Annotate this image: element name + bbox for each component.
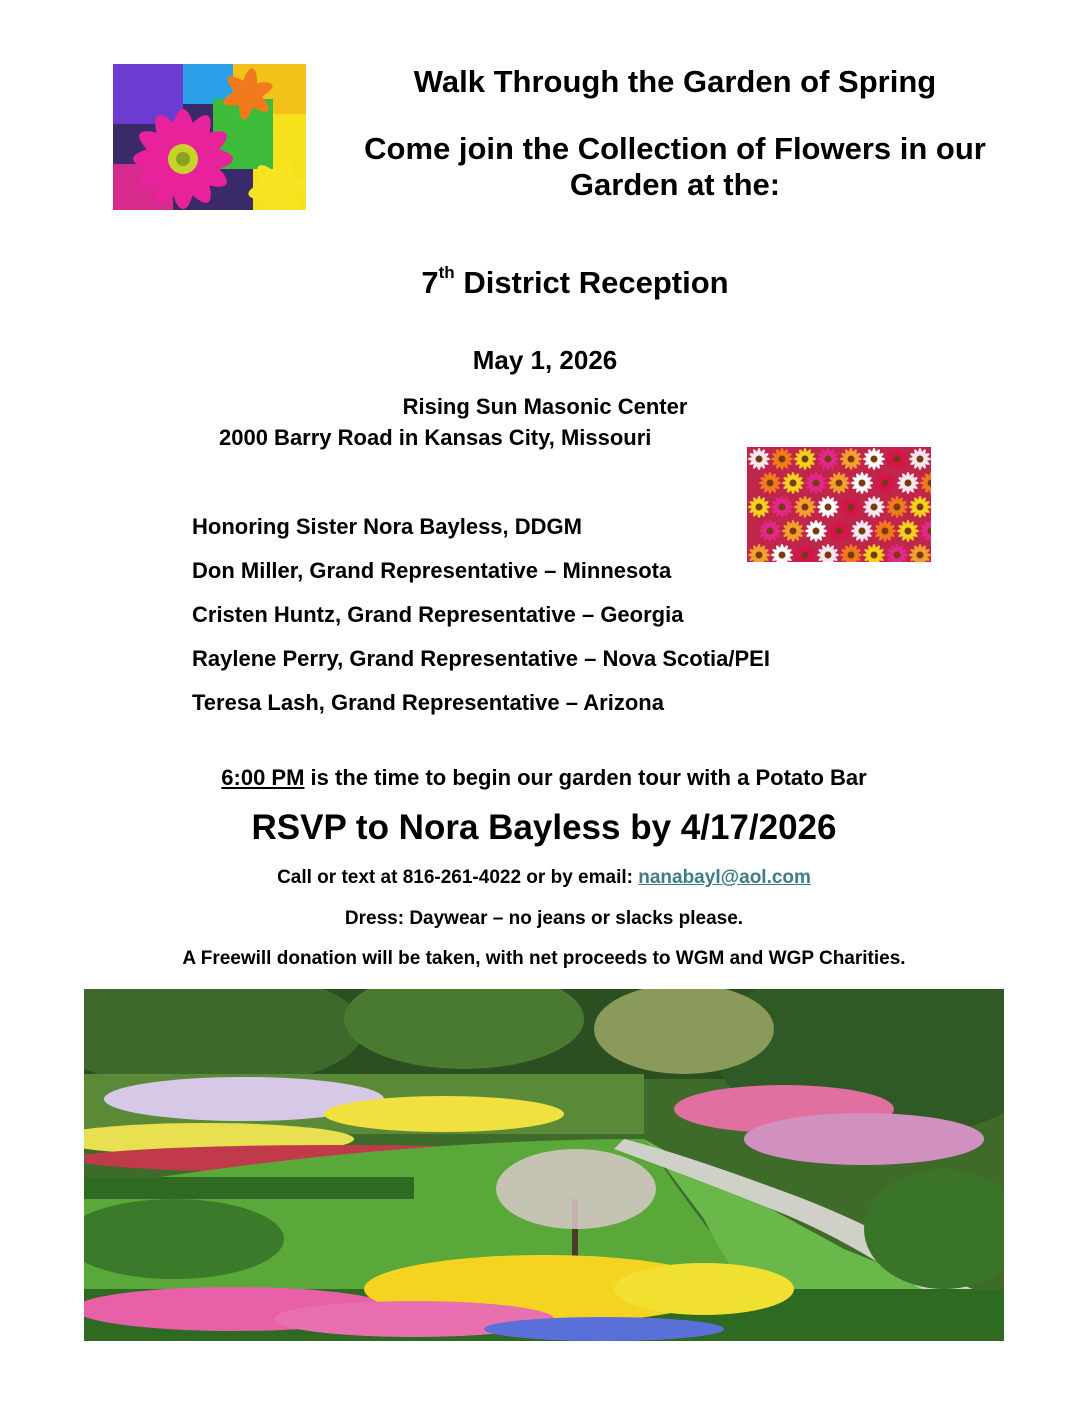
dress-code: Dress: Daywear – no jeans or slacks please. [344, 908, 744, 929]
event-ordinal-number: 7 [421, 265, 439, 300]
honoree-line: Don Miller, Grand Representative – Minnesota [192, 558, 672, 583]
contact-line [100, 867, 988, 889]
contact-text: Call or text at 816-261-4022 or by email: [277, 867, 639, 888]
flyer-subtitle: Come join the Collection of Flowers in our Garden at the: [364, 131, 986, 202]
email-link[interactable]: nanabayl@aol.com [638, 867, 811, 888]
event-name [380, 265, 770, 301]
daisy-bouquet-image [113, 64, 306, 210]
schedule-text: is the time to begin our garden tour with a Potato Bar [304, 765, 867, 790]
event-venue: Rising Sun Masonic Center [402, 394, 688, 419]
event-address: 2000 Barry Road in Kansas City, Missouri [219, 425, 652, 450]
event-ordinal-suffix: th [438, 263, 455, 282]
spring-garden-image [84, 989, 1004, 1341]
honoree-line: Honoring Sister Nora Bayless, DDGM [192, 514, 582, 539]
ice-plant-flowers-image [747, 447, 931, 562]
schedule-line [100, 765, 988, 791]
flyer-title: Walk Through the Garden of Spring [413, 64, 937, 99]
donation-note: A Freewill donation will be taken, with net proceeds to WGM and WGP Charities. [182, 948, 906, 969]
honoree-line: Teresa Lash, Grand Representative – Arizona [192, 690, 664, 715]
event-title: District Reception [463, 265, 729, 300]
start-time: 6:00 PM [221, 765, 305, 790]
honoree-line: Cristen Huntz, Grand Representative – Georgia [192, 602, 684, 627]
honoree-line: Raylene Perry, Grand Representative – Nova Scotia/PEI [192, 646, 770, 671]
rsvp-heading: RSVP to Nora Bayless by 4/17/2026 [251, 808, 837, 847]
event-date: May 1, 2026 [472, 345, 618, 375]
